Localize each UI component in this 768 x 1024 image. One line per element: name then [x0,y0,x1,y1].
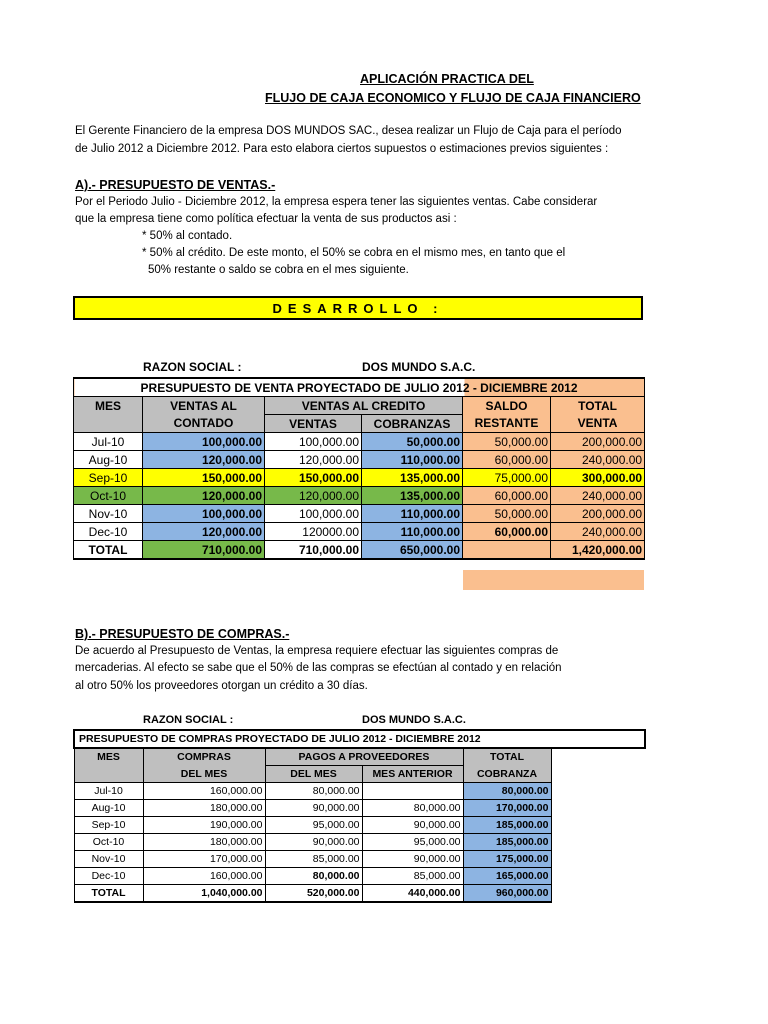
th-total: TOTAL [551,397,645,415]
section-b-line3: al otro 50% los proveedores otorgan un crédito a 30 días. [75,680,368,692]
cell-contado: 710,000.00 [143,541,265,560]
cell-restante: 60,000.00 [463,523,551,541]
doc-title-line2: FLUJO DE CAJA ECONOMICO Y FLUJO DE CAJA FINANCIERO [265,91,641,105]
cell-cobranzas: 110,000.00 [362,451,463,469]
cell-compras: 180,000.00 [143,834,265,851]
cell-total: 960,000.00 [463,885,551,903]
th2-compras: COMPRAS [143,748,265,766]
cell-total: 300,000.00 [551,469,645,487]
cell-del-mes: 520,000.00 [265,885,362,903]
cell-contado: 150,000.00 [143,469,265,487]
cell-mes: Aug-10 [74,800,143,817]
th2-mes: MES [74,748,143,766]
sales-budget-table [73,377,645,560]
cell-compras: 160,000.00 [143,868,265,885]
cell-del-mes: 95,000.00 [265,817,362,834]
section-a-line2: que la empresa tiene como política efectuar la venta de sus productos asi : [75,213,457,225]
th2-del-mes: DEL MES [143,766,265,783]
cell-mes: Sep-10 [74,817,143,834]
total-row [74,885,645,903]
cell-del-mes: 85,000.00 [265,851,362,868]
cell-anterior: 80,000.00 [362,800,463,817]
cell-ventas: 120,000.00 [265,487,362,505]
th-restante: RESTANTE [463,415,551,433]
cell-ventas: 120000.00 [265,523,362,541]
table1-title: PRESUPUESTO DE VENTA PROYECTADO DE JULIO 2012 - DICIEMBRE 2012 [74,378,645,397]
th-ventas-al: VENTAS AL [143,397,265,415]
section-b-line1: De acuerdo al Presupuesto de Ventas, la empresa requiere efectuar las siguientes compras de [75,645,559,657]
th2-cobranza: COBRANZA [463,766,551,783]
cell-compras: 160,000.00 [143,783,265,800]
th-ventas: VENTAS [265,415,362,433]
table-row [74,433,645,451]
cell-del-mes: 80,000.00 [265,783,362,800]
cell-anterior: 85,000.00 [362,868,463,885]
th2-mes-anterior: MES ANTERIOR [362,766,463,783]
section-a-bullet1: * 50% al contado. [142,230,233,242]
table-row [74,469,645,487]
table-row [74,868,645,885]
cell-mes: Oct-10 [74,487,143,505]
total-row [74,541,645,560]
th-ventas-credito: VENTAS AL CREDITO [265,397,463,415]
cell-restante: 60,000.00 [463,487,551,505]
cell-total: 240,000.00 [551,523,645,541]
cell-restante: 50,000.00 [463,433,551,451]
cell-compras: 180,000.00 [143,800,265,817]
cell-del-mes: 90,000.00 [265,800,362,817]
intro-line2: de Julio 2012 a Diciembre 2012. Para esto elabora ciertos supuestos o estimaciones previos siguientes : [75,143,609,155]
cell-total: 240,000.00 [551,451,645,469]
cell-cobranzas: 50,000.00 [362,433,463,451]
cell-cobranzas: 110,000.00 [362,505,463,523]
table2-razon-value: DOS MUNDO S.A.C. [362,714,466,726]
cell-ventas: 100,000.00 [265,505,362,523]
cell-anterior: 95,000.00 [362,834,463,851]
table-row [74,523,645,541]
th-mes-blank [74,415,143,433]
cell-mes: TOTAL [74,885,143,903]
cell-ventas: 100,000.00 [265,433,362,451]
table-row [74,800,645,817]
cell-total: 1,420,000.00 [551,541,645,560]
cell-total: 170,000.00 [463,800,551,817]
cell-total: 175,000.00 [463,851,551,868]
doc-title-line1: APLICACIÓN PRACTICA DEL [360,72,534,86]
table2-title: PRESUPUESTO DE COMPRAS PROYECTADO DE JULIO 2012 - DICIEMBRE 2012 [74,730,645,748]
cell-ventas: 150,000.00 [265,469,362,487]
cell-total: 200,000.00 [551,433,645,451]
cell-anterior [362,783,463,800]
cell-contado: 120,000.00 [143,451,265,469]
cell-anterior: 90,000.00 [362,817,463,834]
cell-contado: 120,000.00 [143,523,265,541]
cell-anterior: 440,000.00 [362,885,463,903]
table-row [74,817,645,834]
table1-razon-value: DOS MUNDO S.A.C. [362,360,476,374]
cell-total: 185,000.00 [463,817,551,834]
cell-total: 240,000.00 [551,487,645,505]
desarrollo-banner: DESARROLLO : [73,296,643,320]
cell-mes: Dec-10 [74,523,143,541]
cell-mes: Nov-10 [74,851,143,868]
cell-mes: TOTAL [74,541,143,560]
cell-restante: 60,000.00 [463,451,551,469]
table-row [74,834,645,851]
cell-mes: Jul-10 [74,783,143,800]
cell-del-mes: 80,000.00 [265,868,362,885]
cell-compras: 190,000.00 [143,817,265,834]
table1-razon-label: RAZON SOCIAL : [143,360,242,374]
cell-mes: Nov-10 [74,505,143,523]
table2-razon-label: RAZON SOCIAL : [143,714,234,726]
section-b-line2: mercaderias. Al efecto se sabe que el 50% de las compras se efectúan al contado y en relación [75,662,562,674]
cell-mes: Sep-10 [74,469,143,487]
cell-mes: Oct-10 [74,834,143,851]
cell-del-mes: 90,000.00 [265,834,362,851]
cell-mes: Dec-10 [74,868,143,885]
cell-ventas: 120,000.00 [265,451,362,469]
th2-pagos: PAGOS A PROVEEDORES [265,748,463,766]
cell-cobranzas: 135,000.00 [362,487,463,505]
th-mes: MES [74,397,143,415]
section-a-line1: Por el Periodo Julio - Diciembre 2012, la empresa espera tener las siguientes ventas. Cabe considerar [75,196,598,208]
cell-restante [463,541,551,560]
th2-total: TOTAL [463,748,551,766]
cell-contado: 120,000.00 [143,487,265,505]
cell-compras: 1,040,000.00 [143,885,265,903]
cell-total: 165,000.00 [463,868,551,885]
cell-compras: 170,000.00 [143,851,265,868]
section-b-heading: B).- PRESUPUESTO DE COMPRAS.- [75,627,290,641]
th-cobranzas: COBRANZAS [362,415,463,433]
th-venta: VENTA [551,415,645,433]
th-contado: CONTADO [143,415,265,433]
table-row [74,783,645,800]
cell-contado: 100,000.00 [143,505,265,523]
cell-restante: 50,000.00 [463,505,551,523]
cell-cobranzas: 650,000.00 [362,541,463,560]
table-row [74,451,645,469]
table-row [74,851,645,868]
cell-total: 80,000.00 [463,783,551,800]
cell-mes: Jul-10 [74,433,143,451]
purchase-budget-table [73,729,646,903]
section-a-bullet2-cont: 50% restante o saldo se cobra en el mes siguiente. [148,264,409,276]
cell-contado: 100,000.00 [143,433,265,451]
th2-del-mes-pago: DEL MES [265,766,362,783]
cell-total: 200,000.00 [551,505,645,523]
intro-line1: El Gerente Financiero de la empresa DOS MUNDOS SAC., desea realizar un Flujo de Caja para el período [75,125,622,137]
peach-strip [463,570,644,590]
cell-ventas: 710,000.00 [265,541,362,560]
table-row [74,487,645,505]
cell-cobranzas: 135,000.00 [362,469,463,487]
section-a-heading: A).- PRESUPUESTO DE VENTAS.- [75,178,276,192]
cell-anterior: 90,000.00 [362,851,463,868]
th-saldo: SALDO [463,397,551,415]
table-row [74,505,645,523]
cell-mes: Aug-10 [74,451,143,469]
cell-restante: 75,000.00 [463,469,551,487]
cell-cobranzas: 110,000.00 [362,523,463,541]
section-a-bullet2: * 50% al crédito. De este monto, el 50% se cobra en el mismo mes, en tanto que el [142,247,566,259]
cell-total: 185,000.00 [463,834,551,851]
